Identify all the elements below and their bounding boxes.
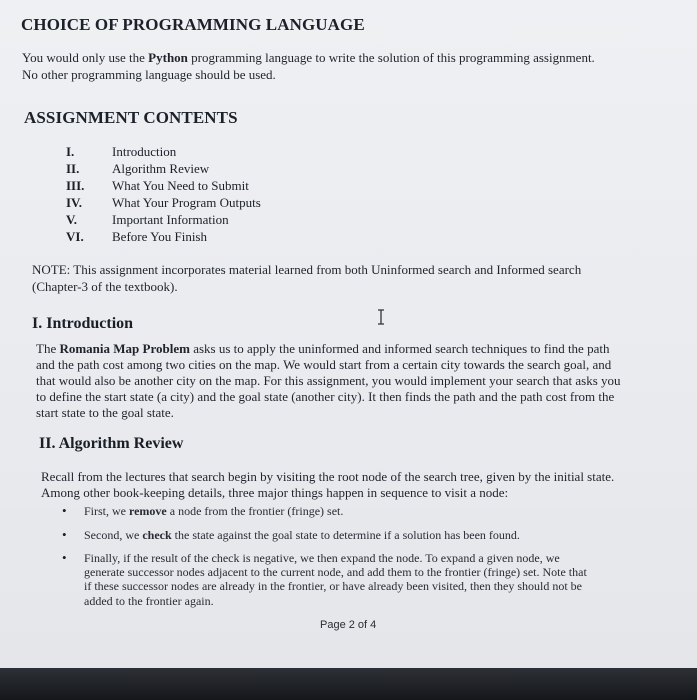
bullet-icon: • [62,503,67,518]
intro-line: that would also be another city on the map. For this assignment, you would implement your search that asks you [36,373,621,388]
intro-line: The Romania Map Problem asks us to apply the uninformed and informed search techniques to find the path [36,341,610,356]
dark-bottom-band [0,668,697,700]
list-item-continuation: if these successor nodes are already in the frontier, or have already been visited, then they should not be [84,579,583,593]
toc-item-introduction: Introduction [112,144,177,159]
algorithm-review-title: II. Algorithm Review [39,435,184,452]
page-number: Page 2 of 4 [320,619,377,631]
toc-number: IV. [66,195,83,210]
list-item-continuation: generate successor nodes adjacent to the current node, and add them to the frontier (fringe) set. Note that [84,565,587,579]
text-cursor-icon [376,309,386,325]
toc-number: II. [66,161,80,176]
contents-heading: ASSIGNMENT CONTENTS [24,108,238,127]
choice-paragraph-line2: No other programming language should be used. [22,67,276,82]
toc-item-important-information: Important Information [112,212,229,227]
toc-number: VI. [66,229,84,244]
list-item: Second, we check the state against the goal state to determine if a solution has been found. [84,528,520,542]
toc-number: I. [66,144,75,159]
list-item: First, we remove a node from the frontier (fringe) set. [84,504,344,518]
toc-item-before-you-finish: Before You Finish [112,229,207,244]
list-item: Finally, if the result of the check is negative, we then expand the node. To expand a given node, we [84,551,560,565]
intro-line: to define the start state (a city) and the goal state (another city). It then finds the path and the path cost from the [36,389,615,404]
bullet-icon: • [62,550,67,565]
intro-line: and the path cost among two cities on the map. We would start from a certain city towards the search goal, and [36,357,612,372]
bullet-icon: • [62,527,67,542]
toc-number: V. [66,212,77,227]
choice-heading: CHOICE OF PROGRAMMING LANGUAGE [21,15,365,34]
algo-line: Recall from the lectures that search begin by visiting the root node of the search tree, given by the initial state. [41,469,615,484]
algo-line: Among other book-keeping details, three major things happen in sequence to visit a node: [41,485,509,500]
choice-paragraph-line1: You would only use the Python programming language to write the solution of this programming assignment. [22,50,595,65]
toc-item-algorithm-review: Algorithm Review [112,161,210,176]
toc-number: III. [66,178,85,193]
introduction-title: I. Introduction [32,315,134,332]
note-line2: (Chapter-3 of the textbook). [32,279,178,294]
intro-line: start state to the goal state. [36,405,174,420]
note-line1: NOTE: This assignment incorporates material learned from both Uninformed search and Informed search [32,262,582,277]
toc-item-program-outputs: What Your Program Outputs [112,195,261,210]
toc-item-what-to-submit: What You Need to Submit [112,178,249,193]
list-item-continuation: added to the frontier again. [84,594,214,608]
